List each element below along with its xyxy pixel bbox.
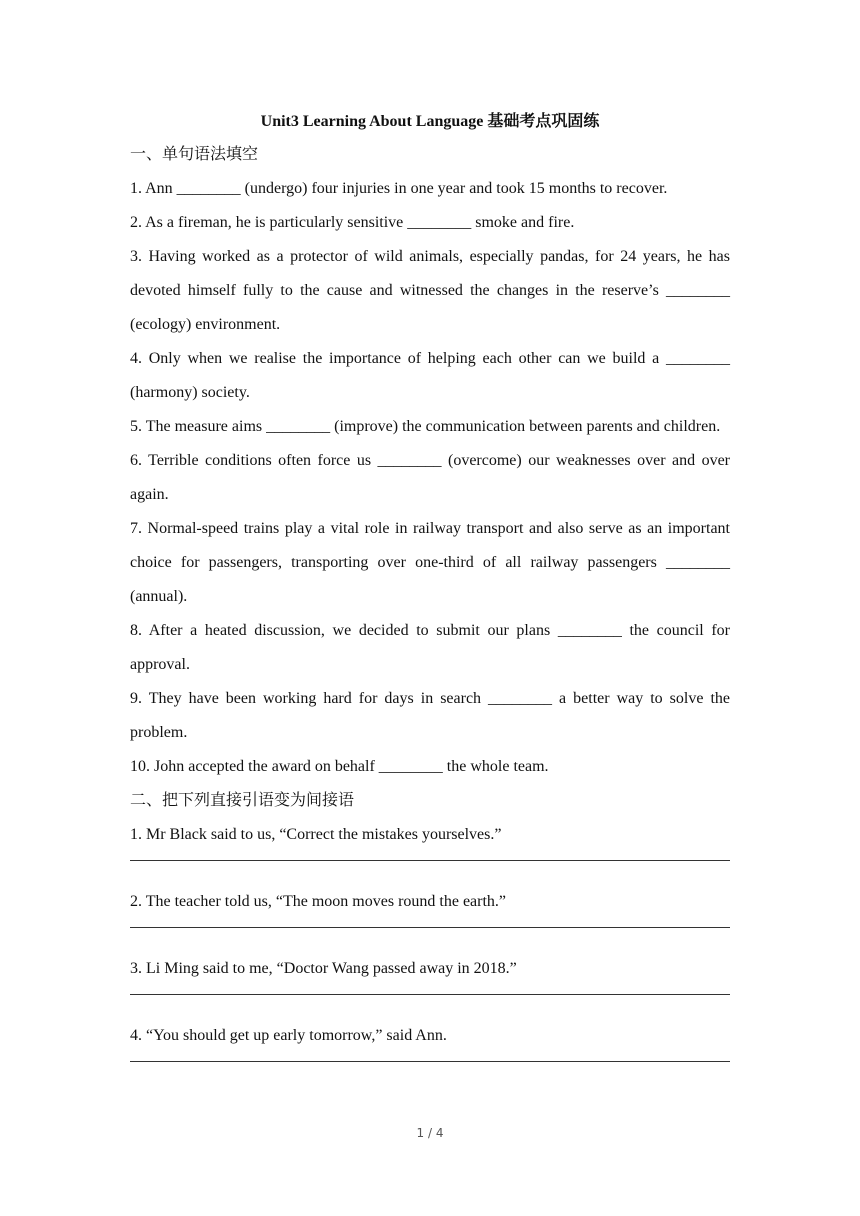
question-1-8: 8. After a heated discussion, we decided to submit our plans ________ the council for approval.	[130, 622, 730, 673]
question-1-10: 10. John accepted the award on behalf ________ the whole team.	[130, 758, 549, 775]
question-2-3: 3. Li Ming said to me, “Doctor Wang passed away in 2018.”	[130, 960, 517, 977]
question-1-7: 7. Normal-speed trains play a vital role in railway transport and also serve as an important choice for passengers, transporting over one-third of all railway passengers ________ (annual).	[130, 520, 730, 605]
question-1-1: 1. Ann ________ (undergo) four injuries in one year and took 15 months to recover.	[130, 180, 668, 197]
section-2-heading: 二、把下列直接引语变为间接语	[130, 792, 355, 809]
document-title: Unit3 Learning About Language 基础考点巩固练	[260, 113, 600, 130]
question-2-1: 1. Mr Black said to us, “Correct the mistakes yourselves.”	[130, 826, 502, 843]
answer-line-4[interactable]	[130, 1061, 730, 1062]
answer-line-1[interactable]	[130, 860, 730, 861]
question-1-9: 9. They have been working hard for days in search ________ a better way to solve the problem.	[130, 690, 730, 741]
page-number: 1 / 4	[416, 1126, 444, 1140]
document-page	[130, 106, 730, 1086]
question-1-2: 2. As a fireman, he is particularly sensitive ________ smoke and fire.	[130, 214, 575, 231]
answer-line-2[interactable]	[130, 927, 730, 928]
section-1-heading: 一、单句语法填空	[130, 146, 259, 163]
question-2-2: 2. The teacher told us, “The moon moves round the earth.”	[130, 893, 507, 910]
answer-line-3[interactable]	[130, 994, 730, 995]
question-1-4: 4. Only when we realise the importance of helping each other can we build a ________ (harmony) society.	[130, 350, 730, 401]
question-1-3: 3. Having worked as a protector of wild animals, especially pandas, for 24 years, he has devoted himself fully to the cause and witnessed the changes in the reserve’s ________ (ecology) environment.	[130, 248, 730, 333]
question-2-4: 4. “You should get up early tomorrow,” said Ann.	[130, 1027, 447, 1044]
question-1-5: 5. The measure aims ________ (improve) the communication between parents and children.	[130, 418, 721, 435]
question-1-6: 6. Terrible conditions often force us ________ (overcome) our weaknesses over and over again.	[130, 452, 730, 503]
